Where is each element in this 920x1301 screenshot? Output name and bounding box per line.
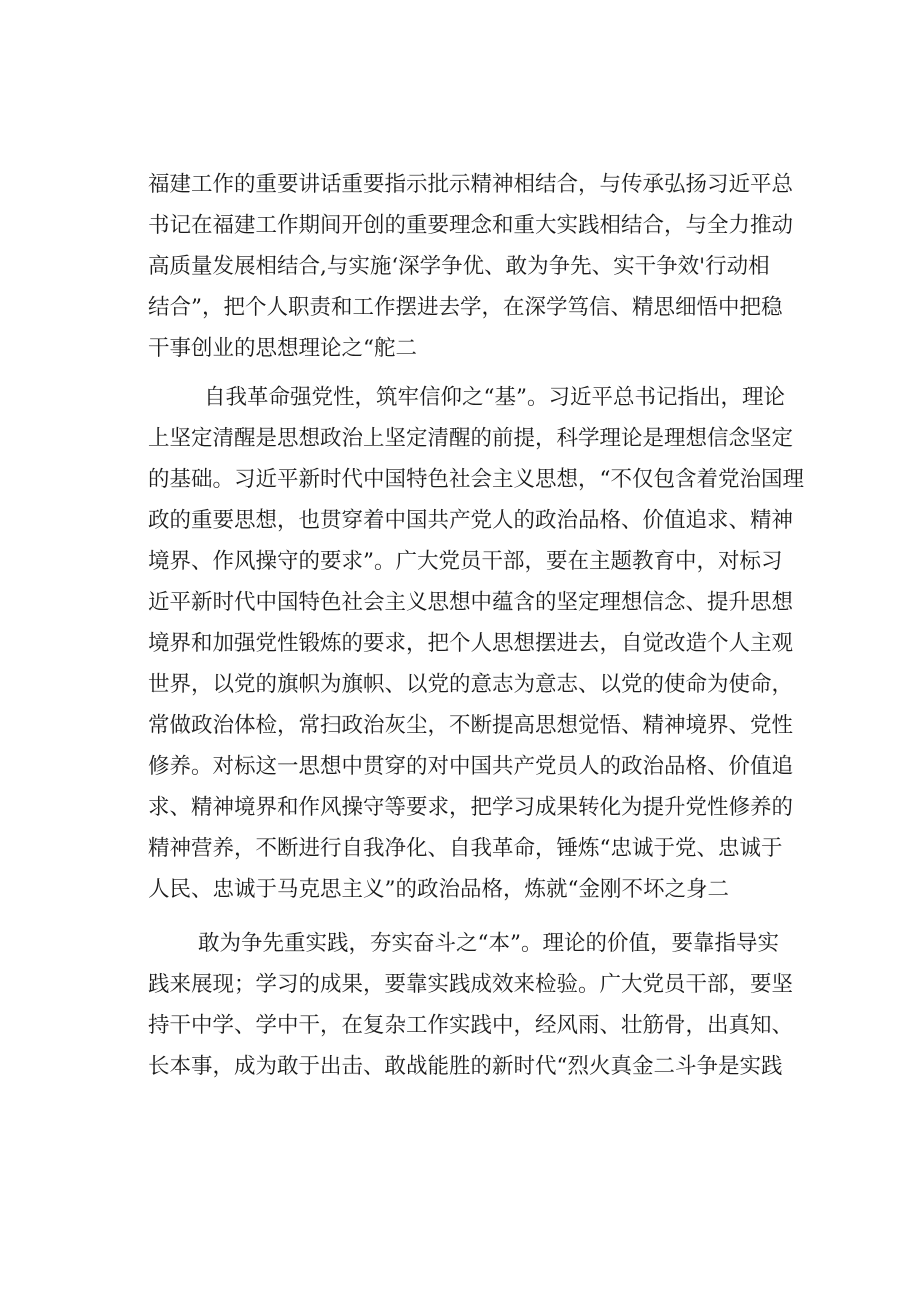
paragraph-2-line-6: 近平新时代中国特色社会主义思想中蕴含的坚定理想信念、提升思想: [148, 590, 794, 615]
paragraph-2-line-1: 自我革命强党性，筑牢信仰之“基”。习近平总书记指出，理论: [204, 385, 785, 410]
paragraph-2-line-8: 世界，以党的旗帜为旗帜、以党的意志为意志、以党的使命为使命，: [148, 672, 794, 697]
paragraph-2-line-11: 求、精神境界和作风操守等要求，把学习成果转化为提升党性修养的: [148, 795, 794, 820]
paragraph-2-line-9: 常做政治体检，常扫政治灰尘，不断提高思想觉悟、精神境界、党性: [148, 713, 794, 738]
paragraph-2-line-7: 境界和加强党性锻炼的要求，把个人思想摆进去，自觉改造个人主观: [148, 631, 794, 656]
paragraph-3-line-1: 敢为争先重实践，夯实奋斗之“本”。理论的价值，要靠指导实: [198, 931, 779, 956]
paragraph-2-line-10: 修养。对标这一思想中贯穿的对中国共产党员人的政治品格、价值追: [148, 754, 794, 779]
paragraph-1-line-5: 干事创业的思想理论之“舵二: [148, 336, 417, 361]
paragraph-2-line-5: 境界、作风操守的要求”。广大党员干部，要在主题教育中，对标习: [148, 549, 783, 574]
paragraph-1-line-1: 福建工作的重要讲话重要指示批示精神相结合，与传承弘扬习近平总: [148, 172, 794, 197]
paragraph-3-line-2: 践来展现；学习的成果，要靠实践成效来检验。广大党员干部，要坚: [148, 972, 794, 997]
paragraph-2-line-4: 政的重要思想，也贯穿着中国共产党人的政治品格、价值追求、精神: [148, 508, 794, 533]
paragraph-2-line-12: 精神营养，不断进行自我净化、自我革命，锤炼“忠诚于党、忠诚于: [148, 836, 783, 861]
paragraph-1-line-4: 结合”，把个人职责和工作摆进去学，在深学笃信、精思细悟中把稳: [148, 295, 783, 320]
paragraph-3-line-3: 持干中学、学中干，在复杂工作实践中，经风雨、壮筋骨，出真知、: [148, 1013, 794, 1038]
paragraph-1-line-3: 高质量发展相结合,与实施‘深学争优、敢为争先、实干争效'行动相: [148, 254, 770, 279]
paragraph-3-line-4: 长本事，成为敢于出击、敢战能胜的新时代“烈火真金二斗争是实践: [148, 1054, 783, 1079]
paragraph-2-line-3: 的基础。习近平新时代中国特色社会主义思想，“不仅包含着党治国理: [148, 467, 804, 492]
paragraph-1-line-2: 书记在福建工作期间开创的重要理念和重大实践相结合，与全力推动: [148, 213, 794, 238]
paragraph-2-line-13: 人民、忠诚于马克思主义”的政治品格，炼就“金刚不坏之身二: [148, 877, 729, 902]
paragraph-2-line-2: 上坚定清醒是思想政治上坚定清醒的前提，科学理论是理想信念坚定: [148, 426, 794, 451]
